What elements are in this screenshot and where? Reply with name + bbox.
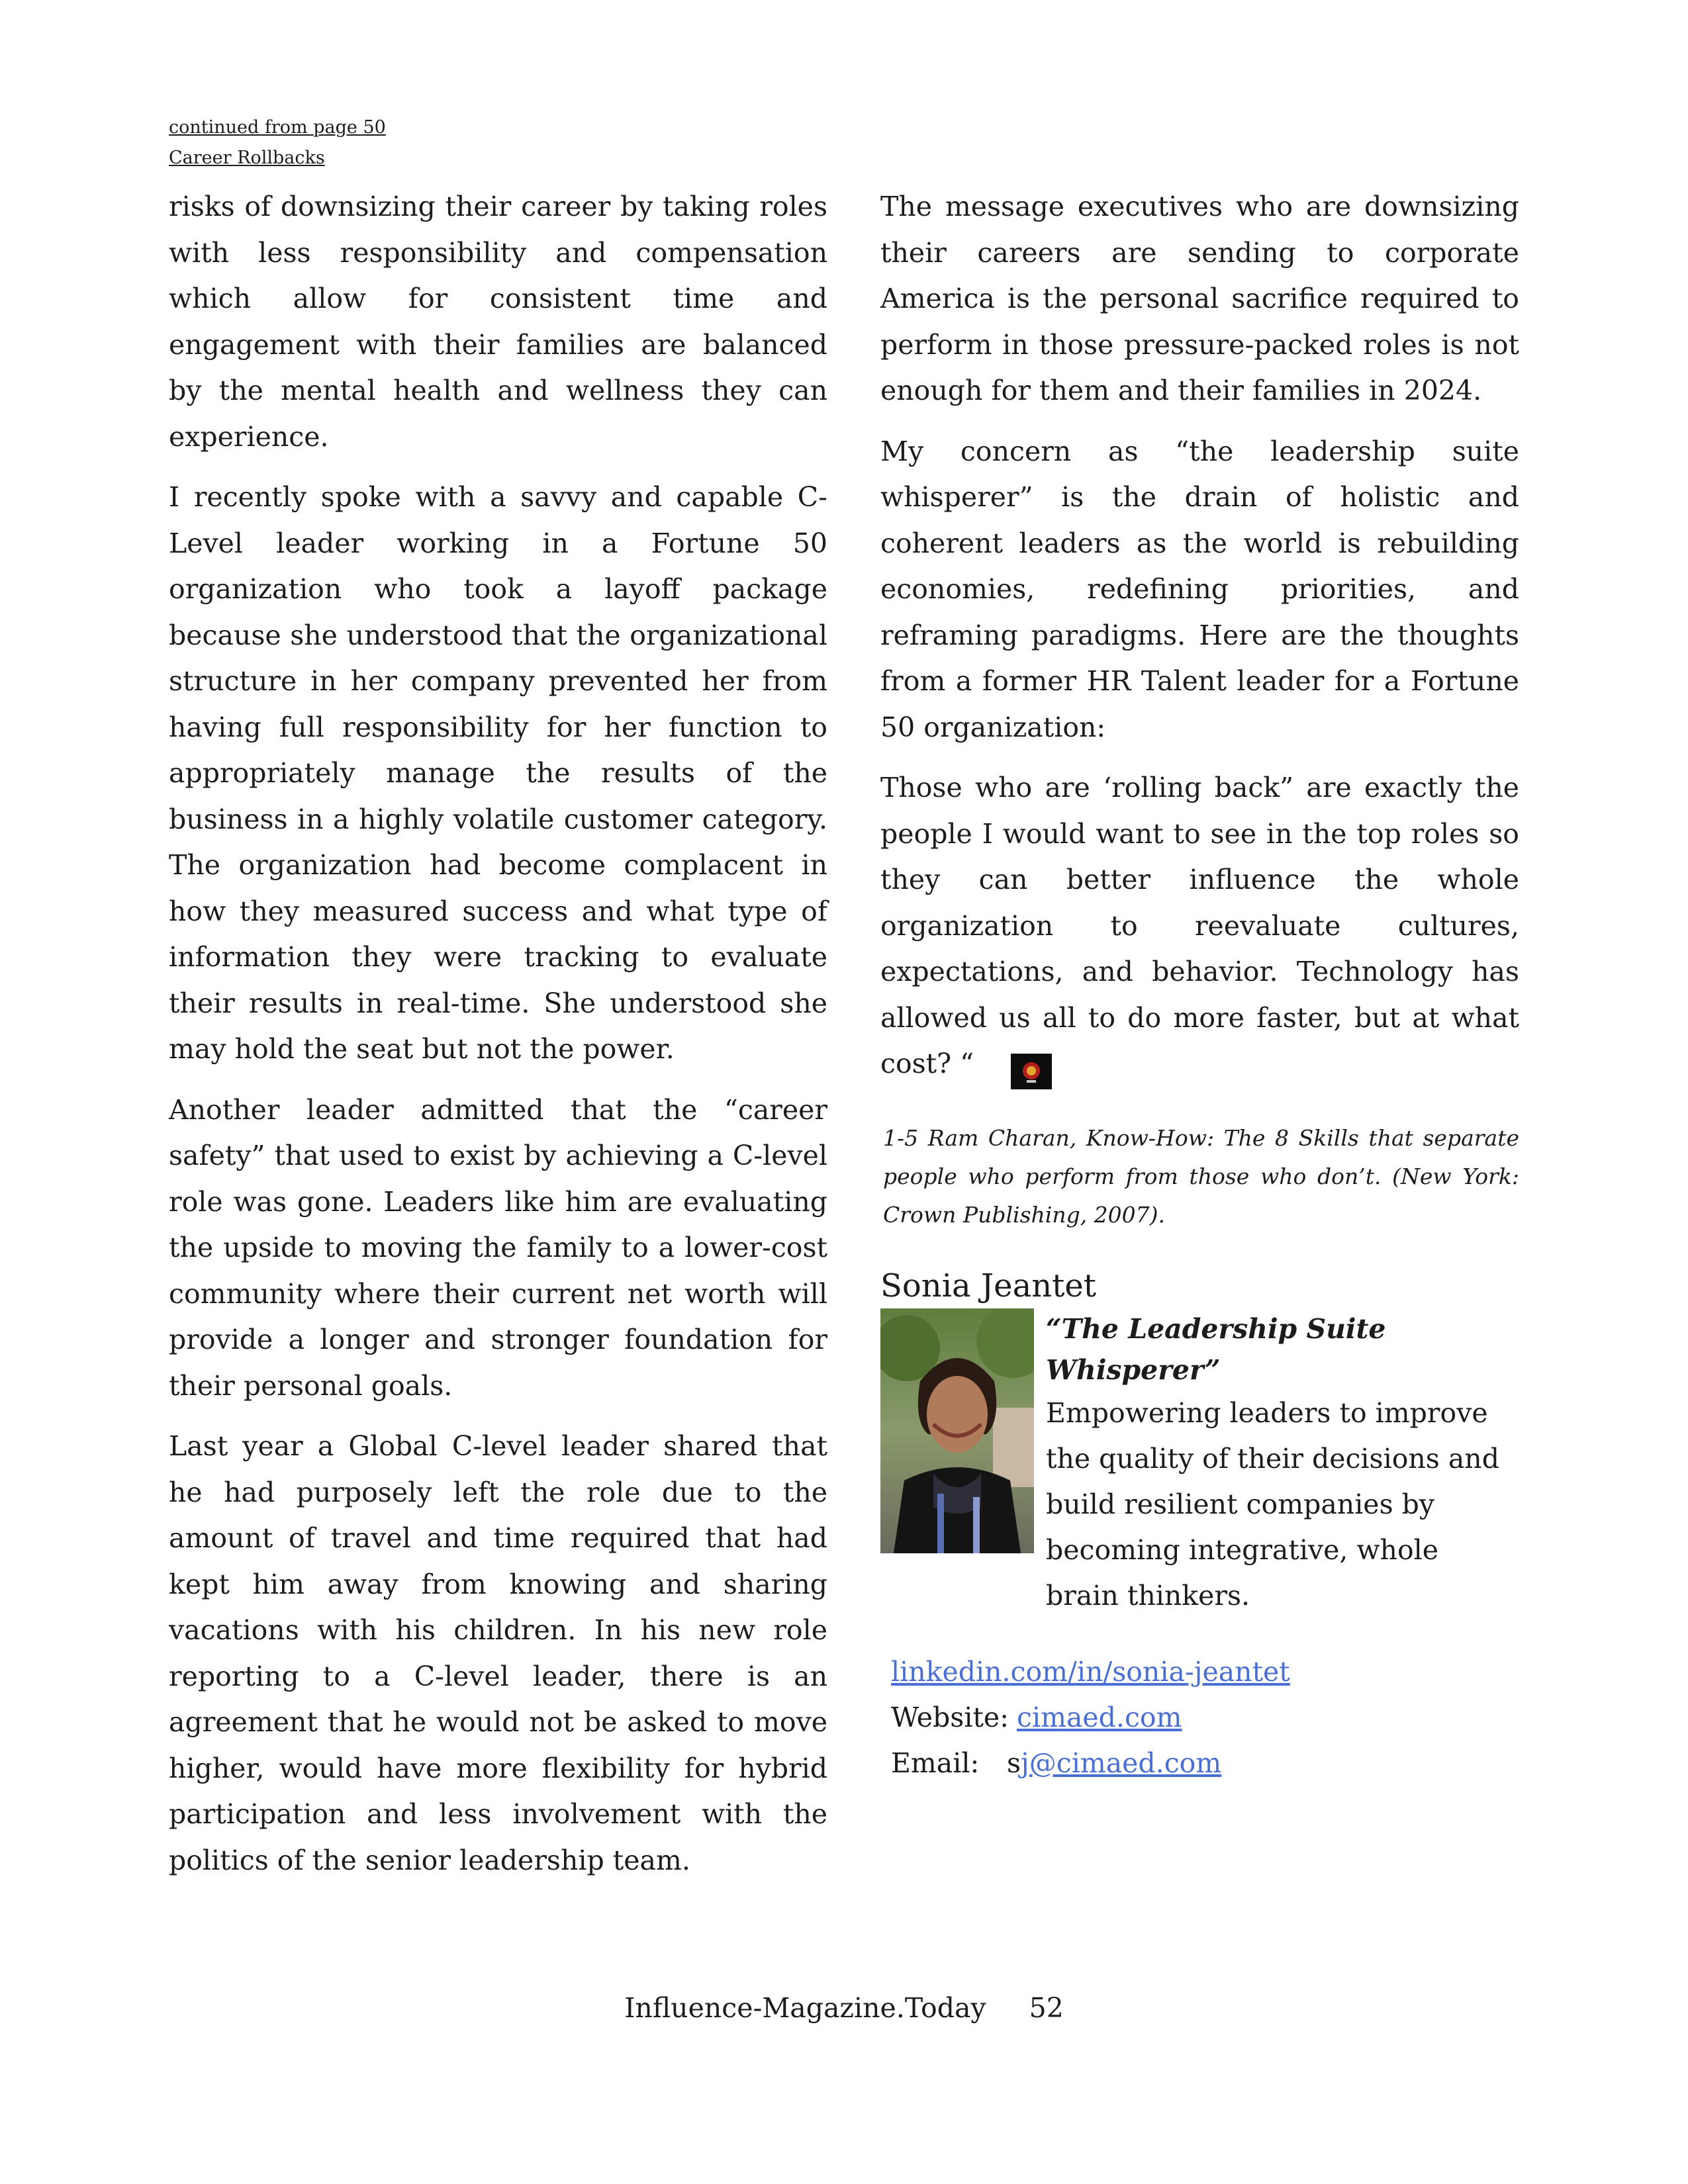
author-bio xyxy=(880,1308,1519,1619)
website-row xyxy=(891,1695,1519,1741)
author-photo xyxy=(880,1308,1034,1553)
section-link[interactable]: Career Rollbacks xyxy=(169,148,325,168)
right-paragraph-3 xyxy=(880,765,1519,1087)
footer-site: Influence-Magazine.Today xyxy=(624,1992,986,2024)
author-bio-text xyxy=(1046,1308,1519,1619)
right-paragraph-3-text: Those who are ‘rolling back” are exactly the people I would want to see in the top roles so they can better influence the whole organization to reevaluate cultures, expectations, and behavior. Technology has allowed us all to do more faster, but at what cost? “ xyxy=(880,772,1519,1079)
right-paragraph-2: My concern as “the leadership suite whisperer” is the drain of holistic and coherent leaders as the world is rebuilding economies, redefining priorities, and reframing paradigms. Here are the thoughts from a former HR Talent leader for a Fortune 50 organization: xyxy=(880,435,1519,743)
email-row xyxy=(891,1741,1519,1786)
author-description: Empowering leaders to improve the quality of their decisions and build resilient companies by becoming integrative, whole brain thinkers. xyxy=(1046,1396,1499,1612)
contact-info xyxy=(880,1649,1519,1786)
left-column xyxy=(169,184,827,1898)
left-paragraph-4: Last year a Global C-level leader shared that he had purposely left the role due to the amount of travel and time required that had kept him away from knowing and sharing vacations with his children. In his new role reporting to a C-level leader, there is an agreement that he would not be asked to move higher, would have more flexibility for hybrid participation and less involvement with the politics of the senior leadership team. xyxy=(169,1430,827,1876)
email-label: Email: xyxy=(891,1747,980,1779)
right-paragraph-1: The message executives who are downsizing their careers are sending to corporate America is the personal sacrifice required to perform in those pressure-packed roles is not enough for them and their families in 2024. xyxy=(880,191,1519,406)
page-number: 52 xyxy=(1029,1992,1064,2024)
email-prefix: s xyxy=(1007,1747,1021,1779)
linkedin-row xyxy=(891,1649,1519,1695)
page-footer xyxy=(0,1992,1688,2024)
page-header xyxy=(169,113,386,173)
left-paragraph-3: Another leader admitted that the “career safety” that used to exist by achieving a C-level role was gone. Leaders like him are evaluating the upside to moving the family to a lower-cost community where their current net worth will provide a longer and stronger foundation for their personal goals. xyxy=(169,1093,827,1402)
author-name: Sonia Jeantet xyxy=(880,1267,1097,1304)
website-link[interactable]: cimaed.com xyxy=(1017,1701,1182,1733)
linkedin-link[interactable]: linkedin.com/in/sonia-jeantet xyxy=(891,1655,1290,1688)
continued-link[interactable]: continued from page 50 xyxy=(169,117,386,138)
website-label: Website: xyxy=(891,1701,1009,1733)
left-paragraph-1: risks of downsizing their career by taking roles with less responsibility and compensation which allow for consistent time and engagement with their families are balanced by the mental health and wellness they can experience. xyxy=(169,191,827,453)
left-paragraph-2: I recently spoke with a savvy and capable C-Level leader working in a Fortune 50 organization who took a layoff package because she understood that the organizational structure in her company prevented her from having full responsibility for her function to appropriately manage the results of the business in a highly volatile customer category. The organization had become complacent in how they measured success and what type of information they were tracking to evaluate their results in real-time. She understood she may hold the seat but not the power. xyxy=(169,481,827,1065)
author-tagline: “The Leadership Suite Whisperer” xyxy=(1046,1312,1386,1386)
magazine-logo-icon xyxy=(1011,1054,1052,1089)
email-link[interactable]: j@cimaed.com xyxy=(1021,1747,1222,1779)
right-column xyxy=(880,184,1519,1786)
footnote: 1-5 Ram Charan, Know-How: The 8 Skills that separate people who perform from those who don’t. (New York: Crown Publishing, 2007). xyxy=(883,1124,1519,1228)
